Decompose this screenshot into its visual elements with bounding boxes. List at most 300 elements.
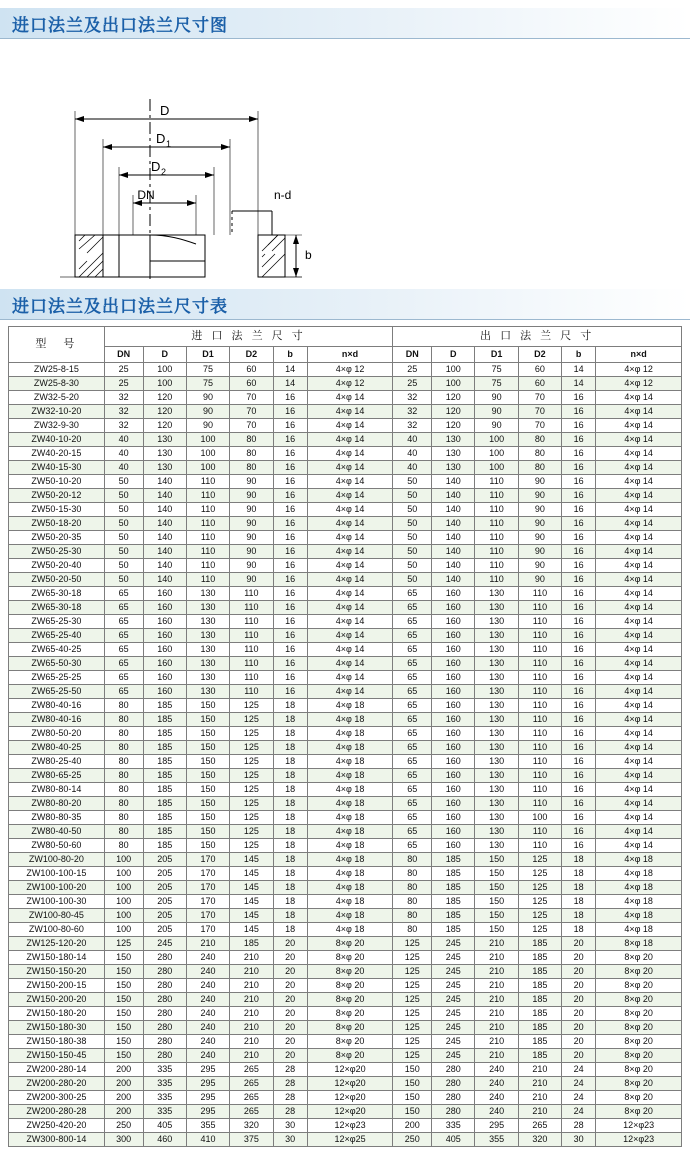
cell-inlet-b: 16 [273,447,307,461]
cell-inlet-b: 20 [273,1007,307,1021]
cell-inlet-b: 18 [273,783,307,797]
cell-inlet-d: 130 [143,461,186,475]
cell-model: ZW40-10-20 [9,433,105,447]
cell-outlet-b: 16 [562,391,596,405]
cell-outlet-nxd: 4×φ 14 [596,405,682,419]
cell-inlet-b: 16 [273,601,307,615]
cell-outlet-d: 120 [432,419,475,433]
cell-inlet-d2: 210 [230,993,273,1007]
cell-inlet-d1: 295 [186,1077,229,1091]
cell-inlet-d2: 80 [230,433,273,447]
cell-inlet-d: 140 [143,503,186,517]
cell-model: ZW150-180-38 [9,1035,105,1049]
cell-outlet-nxd: 4×φ 14 [596,839,682,853]
cell-outlet-b: 20 [562,1035,596,1049]
cell-outlet-nxd: 4×φ 18 [596,909,682,923]
cell-inlet-dn: 65 [104,615,143,629]
cell-outlet-d2: 185 [518,937,561,951]
cell-outlet-d: 140 [432,517,475,531]
cell-inlet-nxd: 4×φ 18 [307,853,393,867]
section-title-diagram: 进口法兰及出口法兰尺寸图 [12,15,228,35]
cell-inlet-d: 100 [143,363,186,377]
cell-model: ZW50-20-35 [9,531,105,545]
cell-outlet-d2: 110 [518,685,561,699]
cell-inlet-nxd: 4×φ 18 [307,811,393,825]
cell-outlet-d: 120 [432,391,475,405]
cell-inlet-d1: 170 [186,881,229,895]
cell-inlet-d: 160 [143,629,186,643]
cell-inlet-dn: 150 [104,1021,143,1035]
cell-model: ZW150-180-20 [9,1007,105,1021]
cell-outlet-dn: 65 [393,769,432,783]
cell-outlet-d: 160 [432,615,475,629]
cell-outlet-b: 16 [562,741,596,755]
flange-dimension-table [8,326,682,1147]
cell-inlet-d: 100 [143,377,186,391]
cell-inlet-b: 18 [273,755,307,769]
cell-inlet-d2: 145 [230,923,273,937]
cell-outlet-d2: 210 [518,1091,561,1105]
cell-model: ZW50-18-20 [9,517,105,531]
cell-outlet-b: 20 [562,1049,596,1063]
cell-inlet-dn: 150 [104,979,143,993]
table-row [9,1035,682,1049]
cell-outlet-d: 160 [432,825,475,839]
cell-outlet-dn: 150 [393,1105,432,1119]
cell-inlet-d1: 130 [186,615,229,629]
cell-outlet-nxd: 4×φ 14 [596,531,682,545]
cell-outlet-dn: 150 [393,1077,432,1091]
table-row [9,671,682,685]
cell-outlet-d1: 210 [475,951,518,965]
cell-outlet-d: 245 [432,951,475,965]
cell-inlet-d1: 150 [186,839,229,853]
cell-inlet-b: 18 [273,741,307,755]
cell-outlet-dn: 32 [393,391,432,405]
cell-inlet-d1: 150 [186,811,229,825]
cell-inlet-d2: 145 [230,867,273,881]
cell-model: ZW80-50-20 [9,727,105,741]
cell-outlet-nxd: 4×φ 14 [596,783,682,797]
cell-inlet-d: 335 [143,1091,186,1105]
cell-outlet-dn: 65 [393,615,432,629]
cell-outlet-dn: 80 [393,909,432,923]
cell-inlet-dn: 80 [104,769,143,783]
cell-inlet-b: 18 [273,769,307,783]
cell-inlet-nxd: 4×φ 18 [307,783,393,797]
cell-inlet-nxd: 12×φ20 [307,1077,393,1091]
cell-inlet-b: 16 [273,405,307,419]
cell-model: ZW150-180-30 [9,1021,105,1035]
cell-outlet-d2: 80 [518,461,561,475]
cell-outlet-d1: 130 [475,727,518,741]
cell-inlet-dn: 65 [104,629,143,643]
cell-inlet-d2: 125 [230,839,273,853]
cell-outlet-nxd: 4×φ 14 [596,629,682,643]
cell-inlet-d2: 110 [230,671,273,685]
cell-inlet-d2: 125 [230,755,273,769]
cell-outlet-d2: 125 [518,867,561,881]
cell-inlet-dn: 200 [104,1077,143,1091]
cell-inlet-b: 20 [273,937,307,951]
cell-outlet-d2: 110 [518,629,561,643]
cell-outlet-d2: 110 [518,825,561,839]
cell-outlet-d2: 185 [518,951,561,965]
cell-outlet-d1: 75 [475,377,518,391]
cell-outlet-dn: 65 [393,825,432,839]
cell-inlet-d1: 240 [186,1021,229,1035]
diagram-label-nd: n-d [274,188,292,202]
diagram-label-d2: D [151,159,161,174]
cell-inlet-d1: 150 [186,727,229,741]
cell-outlet-nxd: 8×φ 20 [596,1007,682,1021]
cell-inlet-nxd: 8×φ 20 [307,1049,393,1063]
table-row [9,629,682,643]
cell-outlet-nxd: 4×φ 14 [596,657,682,671]
cell-outlet-b: 16 [562,447,596,461]
cell-outlet-d: 245 [432,937,475,951]
cell-outlet-d2: 125 [518,853,561,867]
cell-outlet-d1: 240 [475,1077,518,1091]
cell-inlet-d: 205 [143,909,186,923]
cell-inlet-d2: 90 [230,503,273,517]
cell-inlet-b: 28 [273,1063,307,1077]
cell-outlet-d: 130 [432,461,475,475]
cell-outlet-d2: 110 [518,797,561,811]
cell-outlet-b: 20 [562,1007,596,1021]
cell-inlet-nxd: 4×φ 18 [307,867,393,881]
cell-inlet-d2: 375 [230,1133,273,1147]
cell-outlet-dn: 65 [393,699,432,713]
cell-outlet-d2: 110 [518,727,561,741]
cell-outlet-d2: 185 [518,1049,561,1063]
cell-inlet-d2: 60 [230,363,273,377]
cell-inlet-dn: 200 [104,1105,143,1119]
cell-outlet-nxd: 4×φ 14 [596,671,682,685]
cell-outlet-b: 14 [562,377,596,391]
cell-inlet-b: 14 [273,363,307,377]
cell-model: ZW65-40-25 [9,643,105,657]
cell-inlet-dn: 65 [104,671,143,685]
cell-inlet-nxd: 4×φ 14 [307,573,393,587]
cell-inlet-dn: 80 [104,713,143,727]
cell-outlet-dn: 80 [393,853,432,867]
cell-outlet-d2: 90 [518,545,561,559]
cell-inlet-d1: 150 [186,755,229,769]
cell-inlet-d2: 110 [230,601,273,615]
cell-inlet-dn: 80 [104,699,143,713]
cell-inlet-b: 16 [273,587,307,601]
cell-outlet-d2: 80 [518,447,561,461]
cell-outlet-d: 335 [432,1119,475,1133]
cell-outlet-nxd: 4×φ 14 [596,769,682,783]
cell-inlet-d2: 90 [230,475,273,489]
cell-inlet-b: 18 [273,727,307,741]
cell-inlet-dn: 300 [104,1133,143,1147]
cell-outlet-d1: 355 [475,1133,518,1147]
cell-inlet-nxd: 4×φ 14 [307,643,393,657]
cell-outlet-d: 140 [432,531,475,545]
cell-inlet-b: 28 [273,1091,307,1105]
cell-model: ZW150-150-20 [9,965,105,979]
cell-inlet-d1: 100 [186,433,229,447]
cell-inlet-d1: 130 [186,657,229,671]
cell-outlet-d1: 110 [475,475,518,489]
cell-outlet-d2: 70 [518,419,561,433]
cell-inlet-dn: 80 [104,797,143,811]
cell-inlet-d1: 100 [186,447,229,461]
cell-inlet-dn: 80 [104,755,143,769]
cell-inlet-nxd: 8×φ 20 [307,1035,393,1049]
cell-inlet-nxd: 4×φ 14 [307,615,393,629]
cell-outlet-d2: 110 [518,587,561,601]
cell-inlet-d1: 110 [186,489,229,503]
cell-inlet-d1: 170 [186,853,229,867]
header-outlet-dn: DN [393,347,432,363]
cell-inlet-d2: 90 [230,559,273,573]
cell-model: ZW80-80-20 [9,797,105,811]
cell-inlet-nxd: 4×φ 18 [307,699,393,713]
cell-outlet-d: 245 [432,1021,475,1035]
cell-outlet-d: 245 [432,1035,475,1049]
cell-outlet-b: 18 [562,867,596,881]
table-row [9,559,682,573]
cell-outlet-d: 185 [432,867,475,881]
cell-outlet-nxd: 4×φ 14 [596,699,682,713]
cell-outlet-d2: 70 [518,405,561,419]
cell-outlet-d2: 185 [518,1007,561,1021]
table-row [9,377,682,391]
cell-outlet-nxd: 4×φ 14 [596,643,682,657]
cell-outlet-d2: 210 [518,1105,561,1119]
cell-inlet-d2: 70 [230,419,273,433]
cell-outlet-d1: 130 [475,587,518,601]
cell-outlet-b: 16 [562,615,596,629]
cell-inlet-nxd: 4×φ 14 [307,685,393,699]
cell-outlet-d: 160 [432,755,475,769]
cell-outlet-d2: 110 [518,783,561,797]
cell-inlet-d2: 265 [230,1063,273,1077]
cell-outlet-d: 140 [432,503,475,517]
header-inlet-d: D [143,347,186,363]
table-group-header-row [9,327,682,347]
cell-inlet-dn: 80 [104,839,143,853]
cell-inlet-d1: 100 [186,461,229,475]
cell-outlet-d2: 110 [518,839,561,853]
cell-outlet-d2: 110 [518,657,561,671]
table-row [9,1077,682,1091]
cell-outlet-b: 20 [562,951,596,965]
cell-outlet-d1: 100 [475,461,518,475]
cell-inlet-dn: 50 [104,489,143,503]
table-row [9,419,682,433]
table-row [9,615,682,629]
cell-inlet-d2: 80 [230,447,273,461]
cell-inlet-d: 120 [143,391,186,405]
cell-model: ZW150-180-14 [9,951,105,965]
cell-inlet-nxd: 4×φ 14 [307,461,393,475]
cell-inlet-d: 185 [143,699,186,713]
cell-outlet-dn: 65 [393,657,432,671]
cell-model: ZW50-25-30 [9,545,105,559]
cell-outlet-d: 160 [432,699,475,713]
cell-outlet-d1: 130 [475,825,518,839]
cell-outlet-nxd: 8×φ 20 [596,1077,682,1091]
cell-model: ZW100-100-15 [9,867,105,881]
cell-outlet-b: 16 [562,769,596,783]
cell-inlet-d2: 70 [230,391,273,405]
cell-outlet-nxd: 8×φ 20 [596,965,682,979]
cell-outlet-nxd: 8×φ 20 [596,993,682,1007]
cell-outlet-b: 20 [562,979,596,993]
cell-inlet-b: 18 [273,825,307,839]
cell-inlet-d1: 110 [186,475,229,489]
cell-inlet-d: 185 [143,811,186,825]
cell-inlet-d: 205 [143,853,186,867]
cell-inlet-d2: 125 [230,797,273,811]
cell-inlet-nxd: 12×φ20 [307,1091,393,1105]
cell-outlet-d1: 90 [475,391,518,405]
cell-outlet-dn: 65 [393,811,432,825]
cell-inlet-b: 18 [273,713,307,727]
cell-outlet-d1: 110 [475,503,518,517]
cell-model: ZW100-80-45 [9,909,105,923]
flange-table-container [0,320,690,1157]
cell-inlet-d2: 125 [230,699,273,713]
cell-inlet-d: 205 [143,867,186,881]
cell-outlet-dn: 65 [393,629,432,643]
cell-inlet-d1: 150 [186,769,229,783]
cell-outlet-dn: 50 [393,517,432,531]
cell-outlet-d1: 210 [475,993,518,1007]
cell-outlet-b: 16 [562,531,596,545]
cell-inlet-d: 280 [143,965,186,979]
table-head [9,327,682,363]
cell-inlet-d1: 170 [186,867,229,881]
cell-outlet-d1: 130 [475,839,518,853]
cell-inlet-nxd: 4×φ 18 [307,755,393,769]
diagram-label-b: b [305,248,312,262]
cell-inlet-dn: 200 [104,1063,143,1077]
cell-model: ZW80-50-60 [9,839,105,853]
cell-inlet-d2: 90 [230,545,273,559]
cell-outlet-d1: 100 [475,447,518,461]
cell-inlet-d1: 90 [186,419,229,433]
cell-outlet-b: 18 [562,923,596,937]
cell-outlet-d: 140 [432,475,475,489]
svg-text:2: 2 [161,167,167,177]
cell-inlet-nxd: 8×φ 20 [307,993,393,1007]
cell-inlet-d2: 125 [230,741,273,755]
cell-inlet-d2: 265 [230,1077,273,1091]
cell-inlet-dn: 200 [104,1091,143,1105]
section-header-table [0,289,690,319]
table-row [9,783,682,797]
cell-inlet-d1: 295 [186,1063,229,1077]
header-outlet-nd: n×d [596,347,682,363]
cell-outlet-nxd: 4×φ 14 [596,685,682,699]
cell-model: ZW100-80-20 [9,853,105,867]
cell-outlet-d2: 185 [518,993,561,1007]
cell-model: ZW150-200-20 [9,993,105,1007]
cell-outlet-dn: 150 [393,1063,432,1077]
cell-outlet-d: 280 [432,1091,475,1105]
cell-outlet-d: 160 [432,643,475,657]
flange-plate-outline [75,235,205,277]
cell-outlet-b: 20 [562,1021,596,1035]
cell-inlet-dn: 80 [104,727,143,741]
cell-outlet-b: 16 [562,699,596,713]
cell-outlet-nxd: 4×φ 14 [596,391,682,405]
cell-outlet-d: 160 [432,769,475,783]
cell-outlet-d: 280 [432,1077,475,1091]
cell-inlet-d2: 125 [230,713,273,727]
cell-outlet-d2: 60 [518,377,561,391]
cell-outlet-b: 18 [562,895,596,909]
cell-outlet-dn: 80 [393,867,432,881]
cell-inlet-d: 140 [143,545,186,559]
cell-inlet-nxd: 8×φ 20 [307,1007,393,1021]
cell-outlet-b: 16 [562,405,596,419]
header-outlet-b: b [562,347,596,363]
cell-outlet-dn: 80 [393,895,432,909]
cell-inlet-nxd: 4×φ 18 [307,727,393,741]
cell-inlet-dn: 50 [104,503,143,517]
cell-inlet-b: 20 [273,1049,307,1063]
cell-inlet-nxd: 8×φ 20 [307,1021,393,1035]
cell-inlet-d1: 240 [186,951,229,965]
cell-inlet-d2: 80 [230,461,273,475]
table-row [9,1119,682,1133]
cell-outlet-d2: 210 [518,1063,561,1077]
cell-inlet-b: 30 [273,1133,307,1147]
cell-inlet-d1: 295 [186,1105,229,1119]
table-row [9,405,682,419]
cell-model: ZW300-800-14 [9,1133,105,1147]
table-row [9,489,682,503]
cell-outlet-dn: 65 [393,839,432,853]
cell-inlet-dn: 100 [104,881,143,895]
cell-inlet-dn: 100 [104,867,143,881]
cell-outlet-d2: 90 [518,573,561,587]
cell-outlet-dn: 50 [393,503,432,517]
cell-inlet-b: 16 [273,391,307,405]
cell-inlet-dn: 40 [104,433,143,447]
cell-inlet-b: 16 [273,419,307,433]
cell-outlet-d1: 130 [475,699,518,713]
cell-outlet-d: 185 [432,881,475,895]
cell-outlet-d1: 110 [475,545,518,559]
cell-outlet-nxd: 4×φ 14 [596,559,682,573]
cell-outlet-d1: 295 [475,1119,518,1133]
cell-inlet-d: 245 [143,937,186,951]
table-row [9,391,682,405]
cell-outlet-dn: 125 [393,951,432,965]
cell-inlet-d: 280 [143,1049,186,1063]
cell-outlet-nxd: 8×φ 20 [596,1063,682,1077]
cell-inlet-d2: 110 [230,657,273,671]
cell-outlet-d: 140 [432,545,475,559]
cell-outlet-dn: 200 [393,1119,432,1133]
cell-inlet-nxd: 4×φ 18 [307,769,393,783]
cell-outlet-nxd: 8×φ 18 [596,937,682,951]
cell-outlet-dn: 80 [393,923,432,937]
cell-outlet-d1: 240 [475,1105,518,1119]
cell-inlet-d: 280 [143,1007,186,1021]
cell-model: ZW50-20-40 [9,559,105,573]
cell-inlet-d1: 240 [186,979,229,993]
cell-inlet-b: 28 [273,1105,307,1119]
